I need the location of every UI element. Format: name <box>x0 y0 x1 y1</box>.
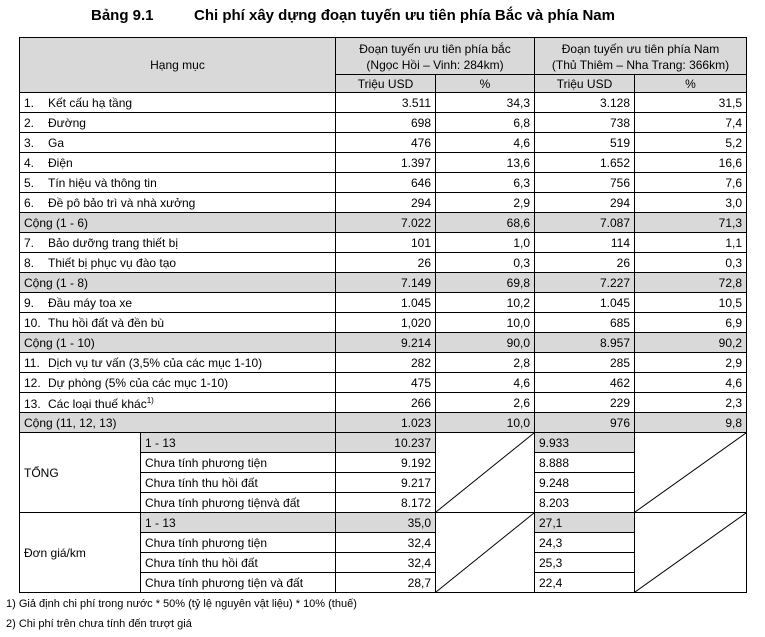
north-usd-cell: 1.397 <box>336 153 436 173</box>
row-label <box>20 233 336 253</box>
row-label <box>20 253 336 273</box>
total-section-row <box>20 433 747 453</box>
north-pct-cell: 0,3 <box>436 253 535 273</box>
sub-label: Chưa tính thu hồi đất <box>141 473 336 493</box>
row-text: Bảo dưỡng trang thiết bị <box>48 235 178 250</box>
row-text: Đề pô bảo trì và nhà xưởng <box>48 195 196 210</box>
north-usd-cell: 9.192 <box>336 453 436 473</box>
north-pct-cell: 4,6 <box>436 373 535 393</box>
header-south-line2: (Thủ Thiêm – Nha Trang: 366km) <box>551 57 730 72</box>
subtotal-row <box>20 273 747 293</box>
south-pct-cell: 16,6 <box>635 153 747 173</box>
north-usd-cell: 32,4 <box>336 553 436 573</box>
table-row <box>20 133 747 153</box>
table-number: Bảng 9.1 <box>91 7 154 24</box>
table-caption: Chi phí xây dựng đoạn tuyến ưu tiên phía Bắc và phía Nam <box>194 7 615 24</box>
table-row <box>20 393 747 413</box>
row-number: 3. <box>24 135 35 150</box>
south-usd-cell: 976 <box>535 413 635 433</box>
south-pct-cell: 9,8 <box>635 413 747 433</box>
footnote-2: 2) Chi phí trên chưa tính đến trượt giá <box>6 618 192 630</box>
south-usd-cell: 25,3 <box>535 553 635 573</box>
north-usd-cell: 101 <box>336 233 436 253</box>
north-pct-empty <box>436 513 535 593</box>
header-south-line1: Đoạn tuyến ưu tiên phía Nam <box>561 41 720 56</box>
north-usd-cell: 8.172 <box>336 493 436 513</box>
sub-label: Chưa tính phương tiệnvà đất <box>141 493 336 513</box>
south-pct-cell: 4,6 <box>635 373 747 393</box>
south-pct-cell: 0,3 <box>635 253 747 273</box>
total-section-label: TỔNG <box>20 433 141 513</box>
footnote-1: 1) Giả định chi phí trong nước * 50% (tỷ lệ nguyên vật liệu) * 10% (thuế) <box>6 598 357 610</box>
table-row <box>20 173 747 193</box>
row-number: 7. <box>24 235 35 250</box>
north-pct-cell: 90,0 <box>436 333 535 353</box>
north-pct-cell: 34,3 <box>436 93 535 113</box>
south-pct-cell: 7,6 <box>635 173 747 193</box>
row-label <box>20 373 336 393</box>
north-pct-cell: 6,8 <box>436 113 535 133</box>
row-label <box>20 393 336 413</box>
row-label <box>20 273 336 293</box>
row-number: 6. <box>24 195 35 210</box>
south-usd-cell: 8.203 <box>535 493 635 513</box>
row-label <box>20 333 336 353</box>
north-usd-cell: 10.237 <box>336 433 436 453</box>
row-number: 4. <box>24 155 35 170</box>
south-pct-cell: 31,5 <box>635 93 747 113</box>
south-pct-cell: 10,5 <box>635 293 747 313</box>
subtotal-row <box>20 413 747 433</box>
row-label <box>20 173 336 193</box>
south-usd-cell: 7.087 <box>535 213 635 233</box>
south-pct-empty <box>635 433 747 513</box>
north-pct-cell: 68,6 <box>436 213 535 233</box>
south-pct-cell: 7,4 <box>635 113 747 133</box>
row-text: Dự phòng (5% của các mục 1-10) <box>48 375 229 390</box>
row-number: 2. <box>24 115 35 130</box>
north-usd-cell: 475 <box>336 373 436 393</box>
north-pct-cell: 1,0 <box>436 233 535 253</box>
row-label <box>20 213 336 233</box>
row-text: Đầu máy toa xe <box>48 295 133 310</box>
north-usd-cell: 476 <box>336 133 436 153</box>
footnote-ref: 1) <box>146 396 154 405</box>
header-north-line2: (Ngọc Hồi – Vinh: 284km) <box>366 57 504 72</box>
south-usd-cell: 229 <box>535 393 635 413</box>
row-number: 10. <box>24 315 41 330</box>
row-text: Đường <box>48 115 86 130</box>
row-text: Cộng (1 - 6) <box>24 215 89 230</box>
south-usd-cell: 294 <box>535 193 635 213</box>
table-row <box>20 373 747 393</box>
south-usd-cell: 685 <box>535 313 635 333</box>
sub-label: 1 - 13 <box>141 433 336 453</box>
row-text: Điện <box>48 155 73 170</box>
north-usd-cell: 698 <box>336 113 436 133</box>
sub-label: Chưa tính thu hồi đất <box>141 553 336 573</box>
sub-label: Chưa tính phương tiện và đất <box>141 573 336 593</box>
north-usd-cell: 266 <box>336 393 436 413</box>
south-usd-cell: 738 <box>535 113 635 133</box>
south-usd-cell: 27,1 <box>535 513 635 533</box>
north-pct-cell: 2,6 <box>436 393 535 413</box>
north-usd-cell: 26 <box>336 253 436 273</box>
north-usd-cell: 282 <box>336 353 436 373</box>
header-row-1 <box>20 38 747 75</box>
table-title <box>0 7 765 29</box>
row-number: 9. <box>24 295 35 310</box>
north-usd-cell: 9.214 <box>336 333 436 353</box>
south-pct-cell: 3,0 <box>635 193 747 213</box>
north-usd-cell: 1.023 <box>336 413 436 433</box>
sub-label: 1 - 13 <box>141 513 336 533</box>
row-number: 8. <box>24 255 35 270</box>
row-label <box>20 133 336 153</box>
south-pct-cell: 72,8 <box>635 273 747 293</box>
south-pct-cell: 1,1 <box>635 233 747 253</box>
north-pct-cell: 13,6 <box>436 153 535 173</box>
north-pct-cell: 2,8 <box>436 353 535 373</box>
south-pct-empty <box>635 513 747 593</box>
south-usd-cell: 114 <box>535 233 635 253</box>
north-usd-cell: 1.045 <box>336 293 436 313</box>
row-label <box>20 193 336 213</box>
north-pct-empty <box>436 433 535 513</box>
row-label <box>20 313 336 333</box>
header-south <box>535 38 747 75</box>
south-usd-cell: 1.045 <box>535 293 635 313</box>
south-usd-cell: 462 <box>535 373 635 393</box>
table-row <box>20 113 747 133</box>
row-text: Ga <box>48 135 65 150</box>
north-usd-cell: 294 <box>336 193 436 213</box>
table-row <box>20 313 747 333</box>
header-north-pct: % <box>436 75 535 93</box>
row-text: Các loại thuế khác <box>48 397 147 411</box>
south-pct-cell: 6,9 <box>635 313 747 333</box>
header-south-usd: Triệu USD <box>535 75 635 93</box>
row-label <box>20 353 336 373</box>
row-label <box>20 153 336 173</box>
table-row <box>20 93 747 113</box>
row-text: Kết cấu hạ tầng <box>48 95 133 110</box>
south-usd-cell: 285 <box>535 353 635 373</box>
cost-table <box>19 37 747 593</box>
row-text: Thiết bị phục vụ đào tạo <box>48 255 177 270</box>
unit-price-section-row <box>20 513 747 533</box>
header-south-pct: % <box>635 75 747 93</box>
south-usd-cell: 24,3 <box>535 533 635 553</box>
row-label <box>20 293 336 313</box>
north-pct-cell: 10,0 <box>436 413 535 433</box>
header-item: Hạng mục <box>20 38 336 93</box>
north-usd-cell: 3.511 <box>336 93 436 113</box>
south-usd-cell: 519 <box>535 133 635 153</box>
header-north <box>336 38 535 75</box>
north-usd-cell: 646 <box>336 173 436 193</box>
row-number: 11. <box>24 355 40 370</box>
south-pct-cell: 5,2 <box>635 133 747 153</box>
table-row <box>20 353 747 373</box>
north-pct-cell: 2,9 <box>436 193 535 213</box>
subtotal-row <box>20 213 747 233</box>
row-text: Cộng (11, 12, 13) <box>24 415 117 430</box>
north-usd-cell: 9.217 <box>336 473 436 493</box>
header-north-line1: Đoạn tuyến ưu tiên phía bắc <box>359 41 511 56</box>
table-row <box>20 293 747 313</box>
header-north-usd: Triệu USD <box>336 75 436 93</box>
south-usd-cell: 8.888 <box>535 453 635 473</box>
table-row <box>20 193 747 213</box>
north-usd-cell: 7.022 <box>336 213 436 233</box>
row-number: 13. <box>24 397 41 411</box>
row-number: 5. <box>24 175 35 190</box>
row-text: Cộng (1 - 8) <box>24 275 89 290</box>
row-label <box>20 113 336 133</box>
row-number: 12. <box>24 375 41 390</box>
south-usd-cell: 9.933 <box>535 433 635 453</box>
row-text: Thu hồi đất và đền bù <box>48 315 165 330</box>
sub-label: Chưa tính phương tiện <box>141 533 336 553</box>
table-row <box>20 153 747 173</box>
subtotal-row <box>20 333 747 353</box>
north-pct-cell: 4,6 <box>436 133 535 153</box>
south-pct-cell: 71,3 <box>635 213 747 233</box>
north-usd-cell: 32,4 <box>336 533 436 553</box>
sub-label: Chưa tính phương tiện <box>141 453 336 473</box>
north-usd-cell: 7.149 <box>336 273 436 293</box>
north-usd-cell: 35,0 <box>336 513 436 533</box>
south-usd-cell: 22,4 <box>535 573 635 593</box>
south-usd-cell: 756 <box>535 173 635 193</box>
row-label <box>20 93 336 113</box>
south-usd-cell: 26 <box>535 253 635 273</box>
table-row <box>20 253 747 273</box>
south-usd-cell: 7.227 <box>535 273 635 293</box>
north-pct-cell: 10,0 <box>436 313 535 333</box>
table-row <box>20 233 747 253</box>
north-pct-cell: 10,2 <box>436 293 535 313</box>
north-pct-cell: 6,3 <box>436 173 535 193</box>
north-pct-cell: 69,8 <box>436 273 535 293</box>
south-usd-cell: 3.128 <box>535 93 635 113</box>
row-label <box>20 413 336 433</box>
row-number: 1. <box>24 95 35 110</box>
unit-price-section-label: Đơn giá/km <box>20 513 141 593</box>
row-text: Dịch vụ tư vấn (3,5% của các mục 1-10) <box>48 355 263 370</box>
south-pct-cell: 2,3 <box>635 393 747 413</box>
south-usd-cell: 1.652 <box>535 153 635 173</box>
south-pct-cell: 2,9 <box>635 353 747 373</box>
row-text: Cộng (1 - 10) <box>24 335 95 350</box>
north-usd-cell: 28,7 <box>336 573 436 593</box>
south-usd-cell: 9.248 <box>535 473 635 493</box>
row-text: Tín hiệu và thông tin <box>48 175 157 190</box>
north-usd-cell: 1,020 <box>336 313 436 333</box>
south-usd-cell: 8.957 <box>535 333 635 353</box>
south-pct-cell: 90,2 <box>635 333 747 353</box>
